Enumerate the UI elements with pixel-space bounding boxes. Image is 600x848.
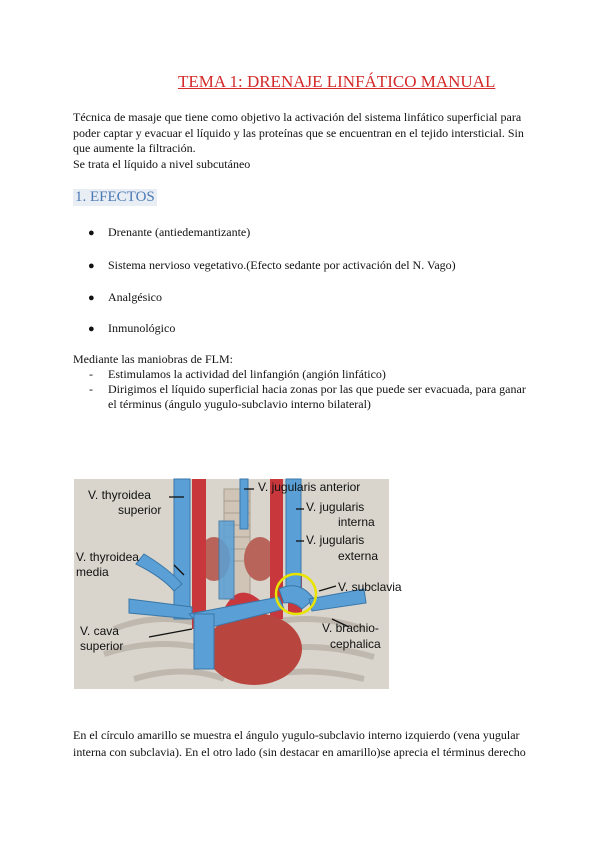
label-subclavia: V. subclavia [338,580,402,594]
label-cava-superior-2: superior [80,639,124,653]
label-jugularis-interna: V. jugularis [306,500,365,514]
intro-text [73,110,533,172]
flm-list [73,367,533,412]
label-thyroidea-media-2: media [76,565,109,579]
label-thyroidea-media: V. thyroidea [76,550,139,564]
label-brachiocephalica-2: cephalica [330,637,381,651]
anatomy-figure [74,479,402,689]
label-jugularis-externa-2: externa [338,549,379,563]
anatomy-illustration [74,479,402,689]
label-thyroidea-superior-2: superior [118,503,162,517]
bullet-icon: ● [88,292,95,304]
list-item: ● Sistema nervioso vegetativo.(Efecto sedante por activación del N. Vago) [88,258,456,272]
list-item: ● Drenante (antiedemantizante) [88,225,251,239]
label-cava-superior: V. cava [80,624,119,638]
section-heading-efectos: 1. EFECTOS [75,189,155,205]
list-item: ● Inmunológico [88,321,176,335]
list-item: - Estimulamos la actividad del linfangión (angión linfático) [89,367,386,381]
bullet-icon: ● [88,323,95,335]
intro-line: Se trata el líquido a nivel subcutáneo [73,156,251,171]
page-title: TEMA 1: DRENAJE LINFÁTICO MANUAL [178,72,496,91]
flm-lead: Mediante las maniobras de FLM: [73,352,233,366]
flm-block [73,352,533,412]
label-brachiocephalica: V. brachio- [322,621,379,635]
label-thyroidea-superior: V. thyroidea [88,488,151,502]
list-item: ● Analgésico [88,290,162,304]
dash-icon: - [89,382,93,396]
bullet-icon: ● [88,260,95,272]
label-jugularis-externa: V. jugularis [306,533,365,547]
label-jugularis-anterior: V. jugularis anterior [258,480,361,494]
dash-icon: - [89,367,93,381]
figure-caption: En el círculo amarillo se muestra el ángulo yugulo-subclavio interno izquierdo (vena yugular interna con subclavia). En el otro lado (sin destacar en amarillo)se aprecia el términus derecho [73,728,526,759]
list-item: - Dirigimos el líquido superficial hacia zonas por las que puede ser evacuada, para ganar el términus (ángulo yugulo-subclavio interno bilateral) [89,382,526,411]
label-jugularis-interna-2: interna [338,515,375,529]
intro-paragraph: Técnica de masaje que tiene como objetivo la activación del sistema linfático superficial para poder captar y evacuar el líquido y las proteínas que se encuentran en el tejido intersticial. Sin que aumente la filtración. [73,110,524,155]
bullet-icon: ● [88,227,95,239]
